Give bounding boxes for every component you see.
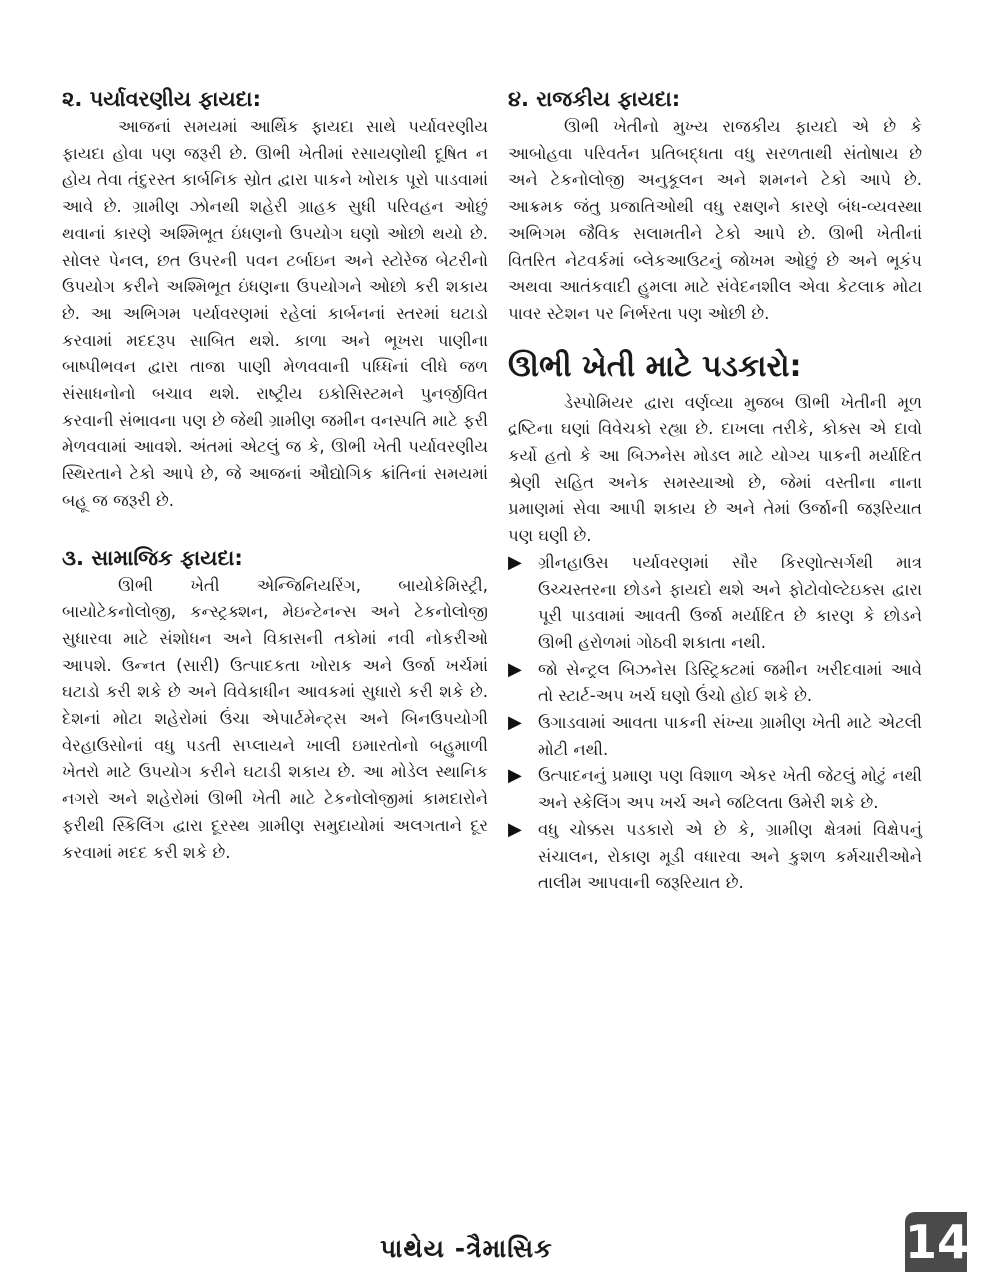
list-item-text: ઉત્પાદનનું પ્રમાણ પણ વિશાળ એકર ખેતી જેટલું મોટું નથી અને સ્કેલિંગ અપ ખર્ચ અને જટિલતા ઉમેરી શકે છે. <box>538 766 922 813</box>
env-benefits-heading: ૨. પર્યાવરણીય ફાયદા: <box>62 87 261 111</box>
arrow-right-icon: ▶ <box>508 765 522 787</box>
magazine-title: પાથેય -ત્રૈમાસિક <box>380 1234 553 1263</box>
arrow-right-icon: ▶ <box>508 658 522 680</box>
arrow-right-icon: ▶ <box>508 551 522 573</box>
arrow-right-icon: ▶ <box>508 712 522 734</box>
social-benefits-paragraph: ઊભી ખેતી એન્જિનિયરિંગ, બાયોકેમિસ્ટ્રી, બાયોટેકનોલોજી, કન્સ્ટ્રક્શન, મેઇન્ટેનન્સ અને ટેકનોલોજી સુધારવા માટે સંશોધન અને વિકાસની તકોમાં નવી નોકરીઓ આપશે. ઉન્નત (સારી) ઉત્પાદકતા ખોરાક અને ઉર્જા ખર્ચમાં ઘટાડો કરી શકે છે અને વિવેકાધીન આવકમાં સુધારો કરી શકે છે. દેશનાં મોટા શહેરોમાં ઉંચા એપાર્ટમેન્ટ્સ અને બિનઉપયોગી વેરહાઉસોનાં વધુ પડતી સપ્લાયને ખાલી ઇમારતોનો બહુમાળી ખેતરો માટે ઉપયોગ કરીને ઘટાડી શકાય છે. આ મોડેલ સ્થાનિક નગરો અને શહેરોમાં ઊભી ખેતી માટે ટેકનોલોજીમાં કામદારોને ફરીથી સ્કિલિંગ દ્વારા દૂરસ્થ ગ્રામીણ સમુદાયોમાં અલગતાને દૂર કરવામાં મદદ કરી શકે છે. <box>62 575 488 862</box>
challenges-heading: ઊભી ખેતી માટે પડકારો: <box>508 348 802 384</box>
list-item <box>508 710 922 763</box>
page-number-badge: 14 <box>905 1212 967 1272</box>
list-item-text: ઉગાડવામાં આવતા પાકની સંખ્યા ગ્રામીણ ખેતી માટે એટલી મોટી નથી. <box>538 713 922 759</box>
right-column <box>508 84 922 897</box>
political-benefits-paragraph: ઊભી ખેતીનો મુખ્ય રાજકીય ફાયદો એ છે કે આબોહવા પરિવર્તન પ્રતિબદ્ધતા વધુ સરળતાથી સંતોષાય છે અને ટેકનોલોજી અનુકૂલન અને શમનને ટેકો આપે છે. આક્રમક જંતુ પ્રજાતિઓથી વધુ રક્ષણને કારણે બંધ-વ્યવસ્થા અભિગમ જૈવિક સલામતીને ટેકો આપે છે. ઊભી ખેતીનાં વિતરિત નેટવર્કમાં બ્લેકઆઉટનું જોખમ ઓછું છે અને ભૂકંપ અથવા આતંકવાદી હુમલા માટે સંવેદનશીલ એવા કેટલાક મોટા પાવર સ્ટેશન પર નિર્ભરતા પણ ઓછી છે. <box>508 117 922 323</box>
left-column <box>62 84 488 866</box>
challenges-list <box>508 550 922 897</box>
arrow-right-icon: ▶ <box>508 818 522 840</box>
challenges-paragraph: ડેસ્પોમિયર દ્વારા વર્ણવ્યા મુજબ ઊભી ખેતીની મૂળ દ્રષ્ટિના ઘણાં વિવેચકો રહ્યા છે. દાખલા તરીકે, કોક્સ એ દાવો કર્યો હતો કે આ બિઝનેસ મોડલ માટે યોગ્ય પાકની મર્યાદિત શ્રેણી સહિત અનેક સમસ્યાઓ છે, જેમાં વસ્તીના નાના પ્રમાણમાં સેવા આપી શકાય છે અને તેમાં ઉર્જાની જરૂરિયાત પણ ઘણી છે. <box>508 392 922 546</box>
list-item <box>508 763 922 816</box>
section-spacer <box>62 515 488 543</box>
list-item <box>508 657 922 710</box>
list-item-text: ગ્રીનહાઉસ પર્યાવરણમાં સૌર કિરણોત્સર્ગથી માત્ર ઉચ્ચસ્તરના છોડને ફાયદો થશે અને ફોટોવોલ્ટેઇક્સ દ્વારા પૂરી પાડવામાં આવતી ઉર્જા મર્યાદિત છે કારણ કે છોડને ઊભી હરોળમાં ગોઠવી શકાતા નથી. <box>538 552 922 652</box>
env-benefits-paragraph: આજનાં સમયમાં આર્થિક ફાયદા સાથે પર્યાવરણીય ફાયદા હોવા પણ જરૂરી છે. ઊભી ખેતીમાં રસાયણોથી દૂષિત ન હોય તેવા તંદુરસ્ત કાર્બનિક સ્રોત દ્વારા પાકને ખોરાક પૂરો પાડવામાં આવે છે. ગ્રામીણ ઝોનથી શહેરી ગ્રાહક સુધી પરિવહન ઓછું થવાનાં કારણે અશ્મિભૂત ઇંધણનો ઉપયોગ ઘણો ઓછો થયો છે. સોલર પેનલ, છત ઉપરની પવન ટર્બાઇન અને સ્ટોરેજ બેટરીનો ઉપયોગ કરીને અશ્મિભૂત ઇંધણના ઉપયોગને ઓછો કરી શકાય છે. આ અભિગમ પર્યાવરણમાં રહેલાં કાર્બનનાં સ્તરમાં ઘટાડો કરવામાં મદદરૂપ સાબિત થશે. કાળા અને ભૂખરા પાણીના બાષ્પીભવન દ્વારા તાજા પાણી મેળવવાની પધ્ધિનાં લીધે જળ સંસાધનોનો બચાવ થશે. રાષ્ટ્રીય ઇકોસિસ્ટમને પુનર્જીવિત કરવાની સંભાવના પણ છે જેથી ગ્રામીણ જમીન વનસ્પતિ માટે ફરી મેળવવામાં આવશે. અંતમાં એટલું જ કે, ઊભી ખેતી પર્યાવરણીય સ્થિરતાને ટેકો આપે છે, જે આજનાં ઔદ્યોગિક ક્રાંતિનાં સમયમાં બહૂ જ જરૂરી છે. <box>62 117 488 510</box>
list-item-text: જો સેન્ટ્રલ બિઝનેસ ડિસ્ટ્રિક્ટમાં જમીન ખરીદવામાં આવે તો સ્ટાર્ટ-અપ ખર્ચ ઘણો ઉંચો હોઈ શકે છે. <box>538 659 922 706</box>
list-item <box>508 550 922 657</box>
list-item <box>508 817 922 897</box>
list-item-text: વધુ ચોક્કસ પડકારો એ છે કે, ગ્રામીણ ક્ષેત્રમાં વિક્ષેપનું સંચાલન, રોકાણ મૂડી વધારવા અને કુશળ કર્મચારીઓને તાલીમ આપવાની જરૂરિયાત છે. <box>538 819 922 893</box>
social-benefits-heading: ૩. સામાજિક ફાયદા: <box>62 545 243 570</box>
political-benefits-heading: ૪. રાજકીય ફાયદા: <box>508 87 681 111</box>
